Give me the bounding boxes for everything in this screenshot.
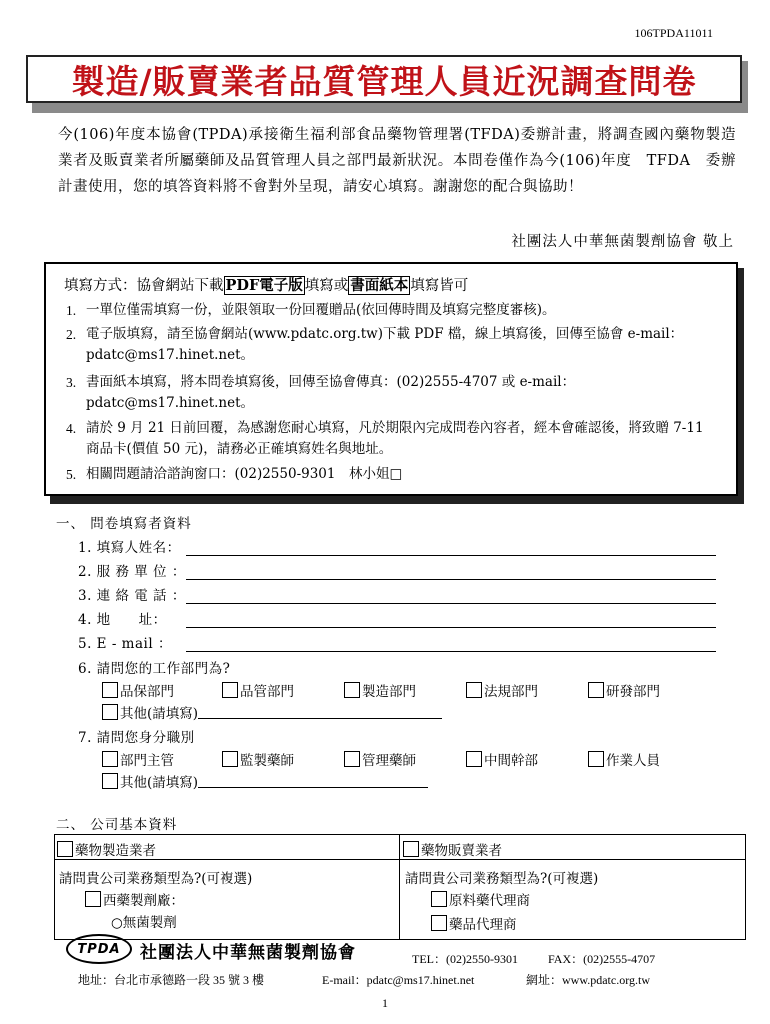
option-label: 原料藥代理商: [449, 893, 530, 909]
footer-website[interactable]: 網址：www.pdatc.org.tw: [526, 973, 650, 987]
q7-question: 7. 請問您身分職別: [78, 730, 195, 746]
phone-field[interactable]: [78, 584, 716, 604]
option-label: 其他(請填寫): [120, 706, 199, 722]
q7-option[interactable]: [344, 749, 416, 769]
option-label: 研發部門: [606, 684, 660, 700]
q7-option[interactable]: [222, 749, 294, 769]
checkbox[interactable]: [102, 773, 118, 789]
q7-option[interactable]: [588, 749, 660, 769]
q6-option[interactable]: [466, 680, 538, 700]
field-label: 5. E - mail ：: [78, 636, 172, 652]
checkbox[interactable]: [466, 682, 482, 698]
q7-other[interactable]: [102, 771, 428, 791]
q6-question: 6. 請問您的工作部門為?: [78, 661, 231, 677]
item-number: 4.: [66, 421, 77, 436]
field-label: 2. 服 務 單 位 ：: [78, 564, 186, 580]
title-banner: [26, 55, 742, 103]
page-title: 製造/販賣業者品質管理人員近況調查問卷: [71, 61, 697, 101]
footer-email[interactable]: E-mail：pdatc@ms17.hinet.net: [322, 973, 475, 987]
footer-address: 地址：台北市承德路一段 35 號 3 樓: [78, 973, 265, 987]
company-table: [54, 834, 746, 940]
checkbox[interactable]: [588, 682, 604, 698]
option-label: 製造部門: [362, 684, 416, 700]
item-text: 書面紙本填寫，將本問卷填寫後，回傳至協會傳真：(02)2555-4707 或 e-mail：pdatc@ms17.hinet.net。: [86, 374, 576, 411]
item-number: 5.: [66, 467, 77, 482]
checkbox[interactable]: [344, 682, 360, 698]
instruction-item: [66, 324, 716, 366]
option-label: 品管部門: [240, 684, 294, 700]
item-number: 1.: [66, 303, 77, 318]
q6-option[interactable]: [344, 680, 416, 700]
manufacturer-option[interactable]: [57, 839, 156, 859]
checkbox[interactable]: [344, 751, 360, 767]
checkbox[interactable]: [588, 751, 604, 767]
sterile-option[interactable]: ○無菌製劑: [111, 915, 177, 931]
option-label: 藥物販賣業者: [421, 843, 502, 859]
pdf-version-label: PDF電子版: [225, 277, 303, 294]
option-label: 品保部門: [120, 684, 174, 700]
api-agent-option[interactable]: [431, 889, 530, 909]
item-number: 3.: [66, 375, 77, 390]
q6-option[interactable]: [588, 680, 660, 700]
instruction-item: [66, 372, 716, 414]
option-label: 作業人員: [606, 753, 660, 769]
seller-question: 請問貴公司業務類型為?(可複選): [405, 871, 599, 887]
field-label: 1. 填寫人姓名：: [78, 540, 181, 556]
checkbox[interactable]: [57, 841, 73, 857]
page-number: 1: [382, 996, 388, 1010]
q6-other[interactable]: [102, 702, 442, 722]
footer-org-name: 社團法人中華無菌製劑協會: [140, 943, 356, 963]
checkbox[interactable]: [431, 891, 447, 907]
item-text: 電子版填寫，請至協會網站(www.pdatc.org.tw)下載 PDF 檔，線上填寫後，回傳至協會 e-mail：pdatc@ms17.hinet.net。: [86, 326, 684, 363]
signature: 社團法人中華無菌製劑協會 敬上: [511, 234, 734, 250]
intro-paragraph: 今(106)年度本協會(TPDA)承接衛生福利部食品藥物管理署(TFDA)委辦計畫，將調查國內藥物製造業者及販賣業者所屬藥師及品質管理人員之部門最新狀況。本問卷僅作為今(106)年度 TFDA 委辦計畫使用，您的填答資料將不會對外呈現，請安心填寫。謝謝您的配合與協助！: [58, 127, 736, 195]
table-divider: [399, 835, 400, 939]
unit-input-line[interactable]: [186, 565, 716, 580]
field-label: 4. 地 址：: [78, 612, 167, 628]
option-label: 中間幹部: [484, 753, 538, 769]
paper-version-label: 書面紙本: [350, 277, 409, 294]
option-label: 其他(請填寫): [120, 775, 199, 791]
checkbox[interactable]: [102, 704, 118, 720]
field-label: 3. 連 絡 電 話 ：: [78, 588, 186, 604]
document-code: 106TPDA11011: [634, 26, 713, 40]
table-divider: [55, 859, 745, 860]
name-field[interactable]: [78, 536, 716, 556]
checkbox[interactable]: [403, 841, 419, 857]
checkbox[interactable]: [466, 751, 482, 767]
western-drug-option[interactable]: [85, 889, 184, 909]
address-field[interactable]: [78, 608, 716, 628]
unit-field[interactable]: [78, 560, 716, 580]
option-label: 管理藥師: [362, 753, 416, 769]
checkbox[interactable]: [102, 751, 118, 767]
heading-text: 填寫皆可: [410, 278, 469, 294]
item-text: 相關問題請洽諮詢窗口：(02)2550-9301 林小姐□: [86, 466, 403, 482]
option-label: 藥物製造業者: [75, 843, 156, 859]
q7-option[interactable]: [102, 749, 174, 769]
option-label: 西藥製劑廠：: [103, 893, 184, 909]
instruction-item: [66, 300, 716, 322]
instruction-item: [66, 418, 716, 460]
item-text: 一單位僅需填寫一份，並限領取一份回覆贈品(依回傳時間及填寫完整度審核)。: [86, 302, 556, 318]
manufacturer-question: 請問貴公司業務類型為?(可複選): [59, 871, 253, 887]
other-input-line[interactable]: [198, 706, 442, 719]
email-field[interactable]: [78, 632, 716, 652]
checkbox[interactable]: [102, 682, 118, 698]
item-number: 2.: [66, 327, 77, 342]
address-input-line[interactable]: [186, 613, 716, 628]
option-label: 部門主管: [120, 753, 174, 769]
checkbox[interactable]: [85, 891, 101, 907]
q6-option[interactable]: [222, 680, 294, 700]
footer-fax: FAX：(02)2555-4707: [548, 952, 656, 966]
q6-option[interactable]: [102, 680, 174, 700]
seller-option[interactable]: [403, 839, 502, 859]
item-text: 請於 9 月 21 日前回覆，為感謝您耐心填寫，凡於期限內完成問卷內容者，經本會確認後，將致贈 7-11 商品卡(價值 50 元)，請務必正確填寫姓名與地址。: [86, 420, 704, 457]
checkbox[interactable]: [431, 915, 447, 931]
option-label: 藥品代理商: [449, 917, 517, 933]
option-label: 法規部門: [484, 684, 538, 700]
phone-input-line[interactable]: [186, 589, 716, 604]
option-label: 監製藥師: [240, 753, 294, 769]
q7-option[interactable]: [466, 749, 538, 769]
footer-tel: TEL：(02)2550-9301: [412, 952, 518, 966]
other-input-line[interactable]: [198, 775, 428, 788]
heading-text: 填寫方式：協會網站下載: [64, 278, 224, 294]
drug-agent-option[interactable]: [431, 913, 517, 933]
instructions-heading: [64, 274, 468, 295]
section2-title: 二、 公司基本資料: [56, 817, 178, 833]
heading-text: 填寫或: [304, 278, 349, 294]
name-input-line[interactable]: [186, 541, 716, 556]
checkbox[interactable]: [222, 751, 238, 767]
tpda-logo: TPDA: [66, 934, 132, 964]
email-input-line[interactable]: [186, 637, 716, 652]
section1-title: 一、 問卷填寫者資料: [56, 516, 192, 532]
checkbox[interactable]: [222, 682, 238, 698]
instruction-item: [66, 464, 716, 486]
instructions-box: [44, 262, 738, 496]
